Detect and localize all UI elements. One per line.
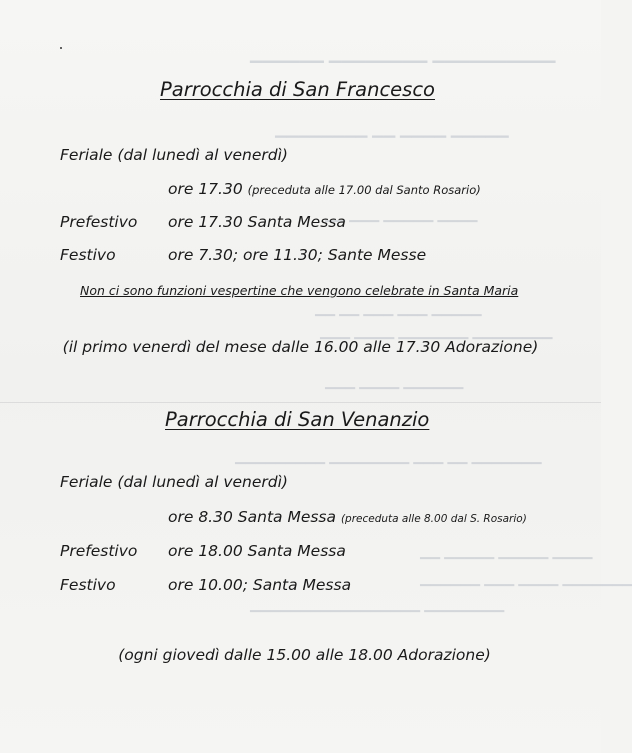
mass-description: Santa Messa [237, 508, 337, 526]
mass-time: ore 7.30; ore 11.30 [168, 246, 318, 264]
feriale-row [60, 473, 288, 491]
paper-fold [0, 402, 601, 403]
rosary-note: (preceduta alle 8.00 dal S. Rosario) [340, 513, 527, 525]
prefestivo-row [168, 542, 346, 560]
show-through-text: ▁▁ ▁▁▁▁▁ ▁▁▁▁▁ ▁▁▁▁ [420, 545, 593, 560]
mass-time: ore 10.00 [168, 576, 243, 594]
festivo-row [168, 576, 351, 594]
parish-title-san-francesco: Parrocchia di San Francesco [160, 78, 435, 101]
show-through-text: ▁▁ ▁▁▁ ▁▁▁▁▁ ▁▁▁▁ [325, 208, 478, 223]
feriale-days: (dal lunedì al venerdì) [117, 473, 288, 491]
rosary-note: (preceduta alle 17.00 dal Santo Rosario) [247, 183, 481, 197]
adoration-note-san-francesco: (il primo venerdì del mese dalle 16.00 alle 17.30 Adorazione) [62, 338, 539, 356]
show-through-text: ▁▁▁▁▁▁ ▁▁▁▁▁▁▁▁ ▁▁▁▁▁▁▁▁▁▁ [250, 44, 556, 63]
feriale-label: Feriale [60, 473, 113, 491]
festivo-label: Festivo [60, 246, 116, 264]
mass-time: ore 17.30 [168, 180, 243, 198]
show-through-text: ▁▁▁ ▁▁▁▁ ▁▁▁▁▁▁▁ ▁▁▁▁▁▁▁▁ [320, 325, 553, 340]
adoration-note-san-venanzio: (ogni giovedì dalle 15.00 alle 18.00 Adorazione) [118, 646, 491, 664]
show-through-text: ▁▁▁ ▁▁▁▁ ▁▁▁▁▁▁ [325, 375, 464, 390]
show-through-text: ▁▁▁▁▁▁▁▁▁▁▁▁▁▁▁▁▁ ▁▁▁▁▁▁▁▁ [250, 598, 505, 613]
evening-services-notice: Non ci sono funzioni vespertine che vengono celebrate in Santa Maria [80, 283, 519, 298]
feriale-label: Feriale [60, 146, 113, 164]
festivo-row [168, 246, 426, 264]
show-through-text: ▁▁▁▁▁▁▁▁ ▁▁ ▁▁▁▁ ▁▁▁▁▁ [275, 120, 509, 138]
festivo-label: Festivo [60, 576, 116, 594]
mass-description: ; Sante Messe [317, 246, 427, 264]
feriale-time-row [168, 180, 481, 198]
speck [60, 47, 62, 49]
parish-title-san-venanzio: Parrocchia di San Venanzio [165, 408, 430, 431]
prefestivo-label: Prefestivo [60, 213, 138, 231]
show-through-text: ▁▁▁▁▁▁ ▁▁▁ ▁▁▁▁ ▁▁▁▁▁▁▁ [420, 572, 632, 587]
prefestivo-label: Prefestivo [60, 542, 138, 560]
mass-description: Santa Messa [247, 213, 346, 231]
show-through-text: ▁▁▁▁▁▁▁▁▁ ▁▁▁▁▁▁▁▁ ▁▁▁ ▁▁ ▁▁▁▁▁▁▁ [235, 450, 542, 465]
feriale-time-row [168, 508, 527, 526]
mass-time: ore 8.30 [168, 508, 233, 526]
feriale-days: (dal lunedì al venerdì) [117, 146, 288, 164]
mass-time: ore 18.00 [168, 542, 243, 560]
feriale-row [60, 146, 288, 164]
show-through-text: ▁▁ ▁▁ ▁▁▁ ▁▁▁ ▁▁▁▁▁ [315, 302, 482, 317]
mass-description: ; Santa Messa [242, 576, 352, 594]
mass-time: ore 17.30 [168, 213, 243, 231]
prefestivo-row [168, 213, 346, 231]
mass-description: Santa Messa [247, 542, 346, 560]
